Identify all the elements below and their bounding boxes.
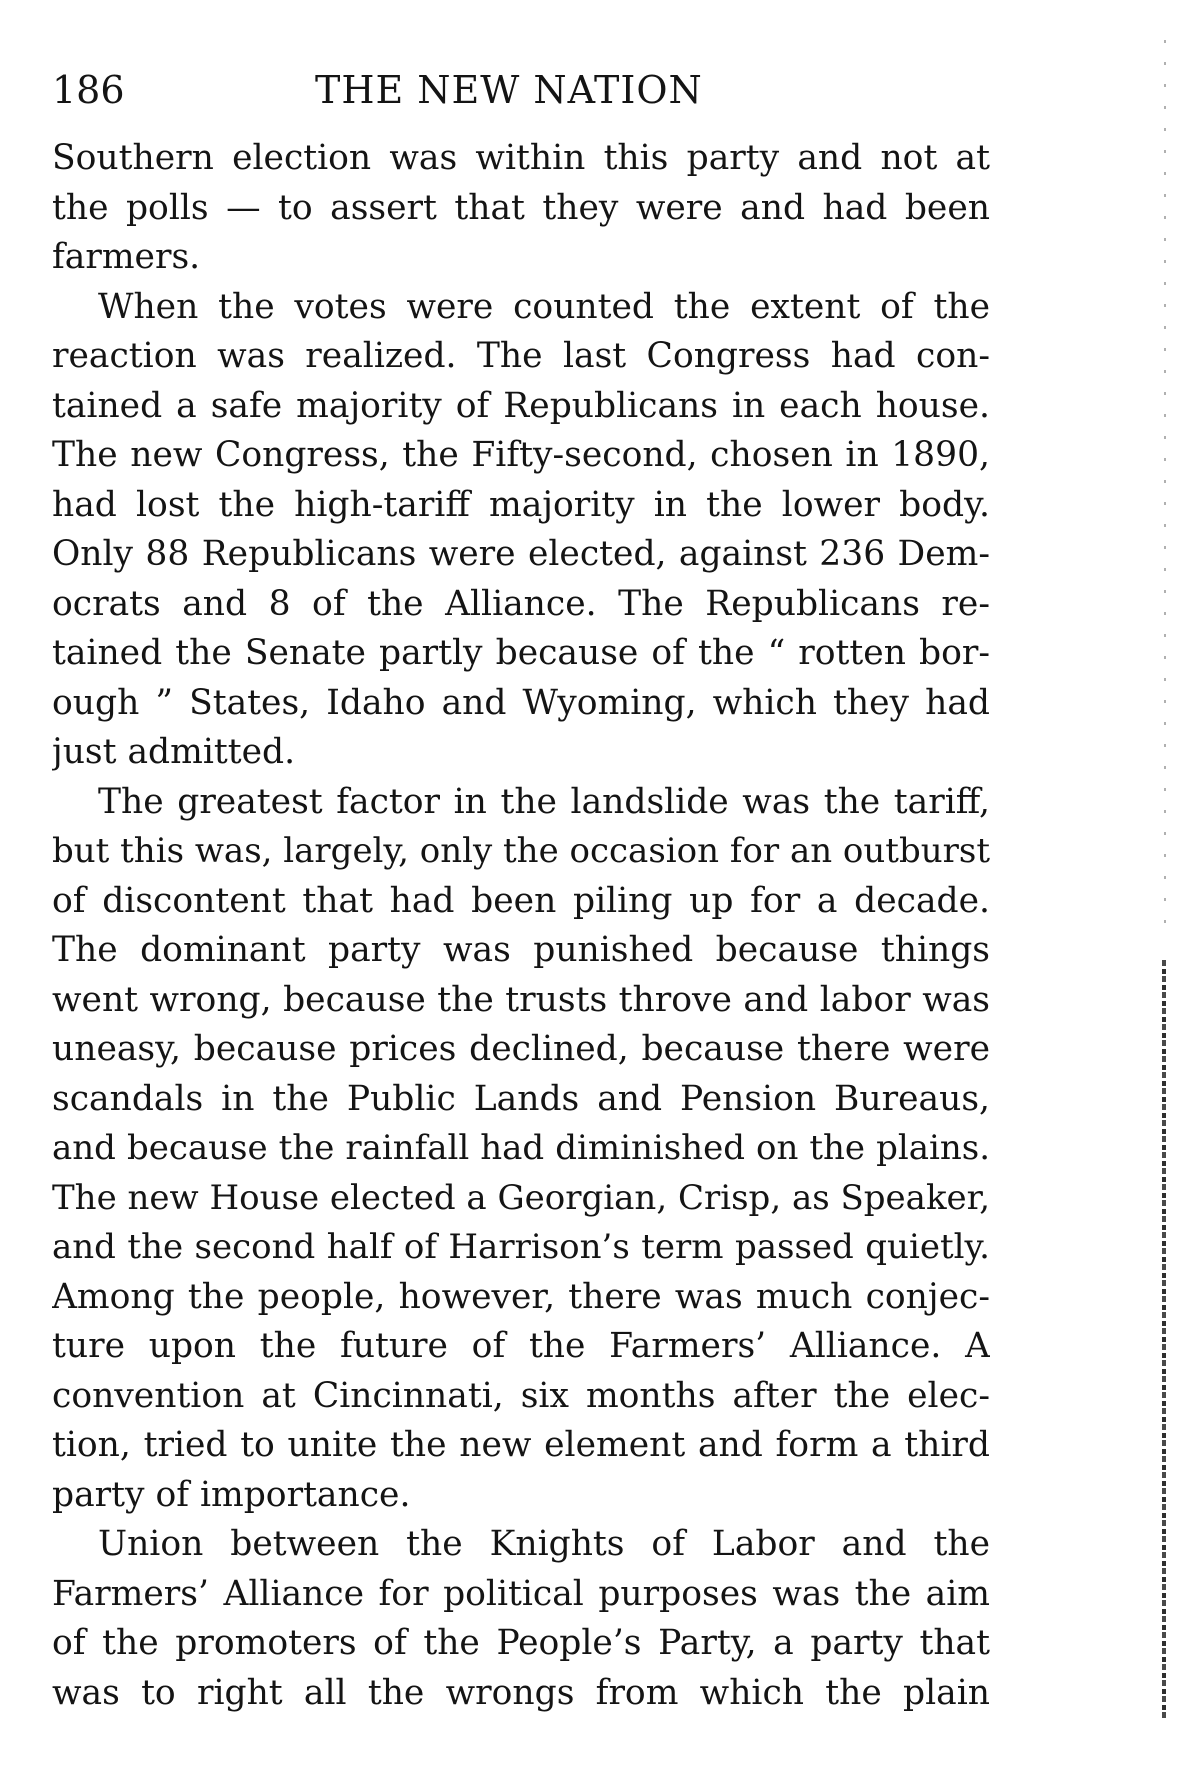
text-line: had lost the high-tariff majority in the lower body. <box>52 484 990 525</box>
text-line: farmers. <box>52 237 201 277</box>
text-line: The new Congress, the Fifty-second, chosen in 1890, <box>52 435 990 475</box>
text-line: ocrats and 8 of the Alliance. The Republicans re- <box>52 583 990 624</box>
scan-edge-artifact <box>1162 960 1166 1720</box>
scan-margin-artifact <box>1164 40 1166 940</box>
page-number: 186 <box>52 68 125 112</box>
paragraph <box>52 1520 990 1718</box>
text-line: and because the rainfall had diminished on the plains. <box>52 1128 990 1168</box>
text-line: party of importance. <box>52 1474 411 1515</box>
paragraph <box>52 134 990 283</box>
text-line: reaction was realized. The last Congress had con- <box>52 336 990 376</box>
text-line: the polls — to assert that they were and had been <box>52 187 990 228</box>
text-line: Only 88 Republicans were elected, against 236 Dem- <box>52 534 990 574</box>
text-line: but this was, largely, only the occasion for an outburst <box>52 831 990 871</box>
text-line: tained the Senate partly because of the “ rotten bor- <box>52 633 990 673</box>
text-line: The dominant party was punished because things <box>52 930 990 970</box>
text-line: When the votes were counted the extent of the <box>98 286 990 327</box>
text-line: tained a safe majority of Republicans in each house. <box>52 385 990 426</box>
text-line: Farmers’ Alliance for political purposes was the aim <box>52 1573 990 1614</box>
text-line: and the second half of Harrison’s term passed quietly. <box>52 1227 990 1267</box>
text-line: The greatest factor in the landslide was the tariff, <box>98 781 990 822</box>
text-line: tion, tried to unite the new element and form a third <box>52 1425 990 1465</box>
page-header <box>52 66 990 116</box>
text-line: scandals in the Public Lands and Pension Bureaus, <box>52 1078 990 1119</box>
text-line: Southern election was within this party and not at <box>52 138 990 178</box>
body-text <box>52 134 990 1718</box>
text-line: ture upon the future of the Farmers’ Alliance. A <box>52 1326 990 1366</box>
text-line: uneasy, because prices declined, because there were <box>52 1029 990 1069</box>
text-line: convention at Cincinnati, six months after the elec- <box>52 1375 990 1416</box>
paragraph <box>52 778 990 1521</box>
text-line: of discontent that had been piling up for a decade. <box>52 880 990 921</box>
text-line: The new House elected a Georgian, Crisp, as Speaker, <box>52 1177 990 1218</box>
text-line: Among the people, however, there was much conjec- <box>52 1276 990 1317</box>
text-line: went wrong, because the trusts throve and labor was <box>52 979 990 1020</box>
text-line: ough ” States, Idaho and Wyoming, which they had <box>52 682 990 723</box>
running-head: THE NEW NATION <box>315 68 703 112</box>
text-line: of the promoters of the People’s Party, a party that <box>52 1623 990 1663</box>
text-line: was to right all the wrongs from which the plain <box>52 1672 990 1713</box>
text-line: just admitted. <box>52 732 296 772</box>
paragraph <box>52 283 990 778</box>
text-line: Union between the Knights of Labor and the <box>98 1524 990 1564</box>
